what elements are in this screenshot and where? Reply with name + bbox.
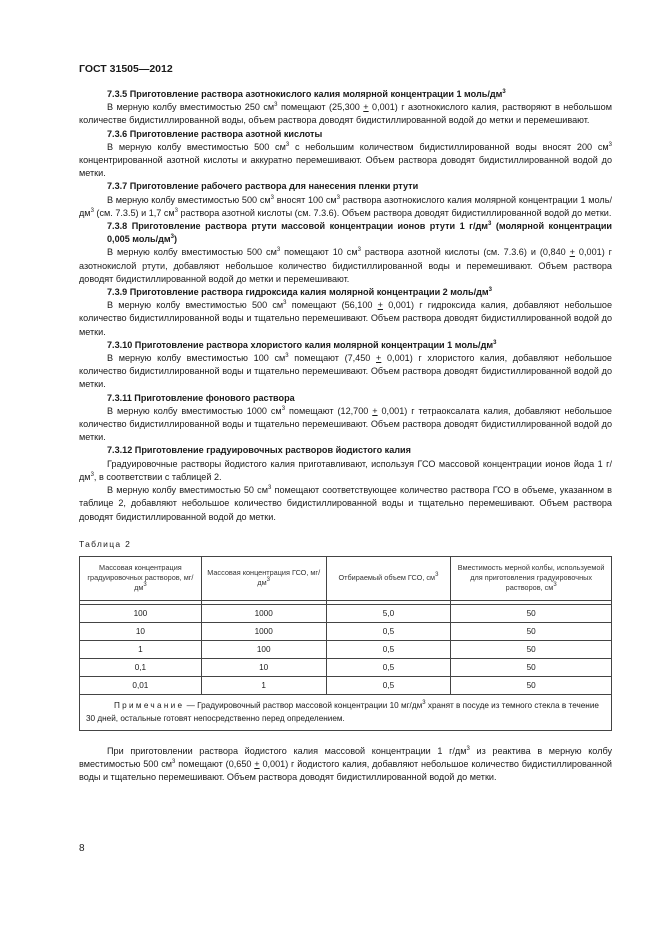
section-7-3-5-text: В мерную колбу вместимостью 250 $см^3$ помещают (25,300 + 0,001) г азотнокислого калия, растворяют в небольшом количестве бидистиллированной воды, объем раствора доводят бидистиллированной водой до метки и перемешивают. [79,102,612,126]
document-header: ГОСТ 31505—2012 [79,63,173,75]
section-7-3-12-title: 7.3.12 Приготовление градуировочных растворов йодистого калия [107,445,411,456]
table-cell: 0,5 [326,622,451,640]
section-7-3-6-text: В мерную колбу вместимостью 500 $см^3$ с небольшим количеством бидистиллированной воды вносят 200 $см^3$ концентрированной азотной кислоты и аккуратно перемешивают. Объем раствора доводят бидистиллированной водой до метки. [79,141,612,179]
table-cell: 10 [80,622,202,640]
table-cell: 100 [80,604,202,622]
section-7-3-8-text: В мерную колбу вместимостью 500 $см^3$ помещают 10 $см^3$ раствора азотной кислоты (см. 7.3.6) и (0,840 + 0,001) г азотнокислой ртути, добавляют небольшое количество бидистиллированной воды и перемешивают. Объем раствора доводят бидистиллированной водой до метки и перемешивают. [79,247,612,284]
table-cell: 1 [201,676,326,694]
table-cell: 0,5 [326,640,451,658]
table-cell: 50 [451,604,612,622]
section-7-3-8-title: 7.3.8 Приготовление раствора ртути массовой концентрации ионов ртути 1 $г/дм^3$ (молярной концентрации 0,005 моль/$дм^3$) [107,221,612,245]
table-cell: 0,5 [326,658,451,676]
table-note: Примечание — Градуировочный раствор массовой концентрации 10 $мг/дм^3$ хранят в посуде из темного стекла в течение 30 дней, остальные готовят непосредственно перед определением. [80,694,612,730]
table-cell: 0,5 [326,676,451,694]
section-7-3-9-text: В мерную колбу вместимостью 500 $см^3$ помещают (56,100 + 0,001) г гидроксида калия, добавляют небольшое количество бидистиллированной воды и тщательно перемешивают. Объем раствора доводят бидистиллированной водой до метки. [79,300,612,337]
table-row [80,640,612,658]
table-cell: 0,01 [80,676,202,694]
section-7-3-10-text: В мерную колбу вместимостью 100 $см^3$ помещают (7,450 + 0,001) г хлористого калия, добавляют небольшое количество бидистиллированной воды и тщательно перемешивают. Объем раствора доводят бидистиллированной водой до метки. [79,353,612,390]
section-7-3-7-title: 7.3.7 Приготовление рабочего раствора для нанесения пленки ртути [107,181,419,192]
table-cell: 100 [201,640,326,658]
table-cell: 50 [451,640,612,658]
note-label: Примечание [114,700,185,710]
table-cell: 5,0 [326,604,451,622]
table-cell: 1000 [201,622,326,640]
section-7-3-7-text: В мерную колбу вместимостью 500 $см^3$ вносят 100 $см^3$ раствора азотнокислого калия молярной концентрации 1 моль/$дм^3$ (см. 7.3.5) и 1,7 $см^3$ раствора азотной кислоты (см. 7.3.6). Объем раствора доводят бидистиллированной водой до метки. [79,194,612,218]
document-body [79,88,612,785]
table-header-cell: Массовая концентрация градуировочных растворов, $мг/дм^3$ [80,556,202,600]
table-cell: 50 [451,658,612,676]
table-row [80,658,612,676]
table-note-row [80,694,612,730]
table-row [80,676,612,694]
table-row [80,604,612,622]
section-7-3-5-title: 7.3.5 Приготовление раствора азотнокислого калия молярной концентрации 1 моль/$дм^3$ [107,89,506,99]
table-cell: 50 [451,676,612,694]
section-7-3-6-title: 7.3.6 Приготовление раствора азотной кислоты [107,128,323,139]
page-number: 8 [79,843,85,854]
section-7-3-12-text-2: В мерную колбу вместимостью 50 $см^3$ помещают соответствующее количество раствора ГСО в объеме, указанном в таблице 2, добавляют небольшое количество бидистиллированной воды и тщательно перемешивают. Объем раствора доводят бидистиллированной водой до метки. [79,485,613,522]
calibration-table [79,556,612,731]
table-header-row [80,556,612,600]
final-paragraph: При приготовлении раствора йодистого калия массовой концентрации 1 $г/дм^3$ из реактива в мерную колбу вместимостью 500 $см^3$ помещают (0,650 + 0,001) г йодистого калия, добавляют небольшое количество бидистиллированной воды и тщательно перемешивают. Объем раствора доводят бидистиллированной водой до метки. [79,745,613,783]
section-7-3-11-title: 7.3.11 Приготовление фонового раствора [107,392,295,403]
section-7-3-10-title: 7.3.10 Приготовление раствора хлористого калия молярной концентрации 1 моль/$дм^3$ [107,339,497,350]
table-cell: 10 [201,658,326,676]
table-cell: 50 [451,622,612,640]
table-header-cell: Отбираемый объем ГСО, $см^3$ [326,556,451,600]
section-7-3-12-text-1: Градуировочные растворы йодистого калия приготавливают, используя ГСО массовой концентрации ионов йода 1 $г/дм^3$, в соответствии с таблицей 2. [79,458,612,482]
section-7-3-11-text: В мерную колбу вместимостью 1000 $см^3$ помещают (12,700 + 0,001) г тетраоксалата калия, добавляют небольшое количество бидистиллированной воды и тщательно перемешивают. Объем раствора доводят бидистиллированной водой до метки. [79,405,612,443]
section-7-3-9-title: 7.3.9 Приготовление раствора гидроксида калия молярной концентрации 2 моль/$дм^3$ [107,287,492,298]
table-header-cell: Массовая концентрация ГСО, $мг/дм^3$ [201,556,326,600]
table-header-cell: Вместимость мерной колбы, используемой для приготовления градуировочных растворов, $см^3$ [451,556,612,600]
table-cell: 0,1 [80,658,202,676]
table-cell: 1 [80,640,202,658]
table-row [80,622,612,640]
table-caption: Таблица 2 [79,538,132,549]
table-cell: 1000 [201,604,326,622]
